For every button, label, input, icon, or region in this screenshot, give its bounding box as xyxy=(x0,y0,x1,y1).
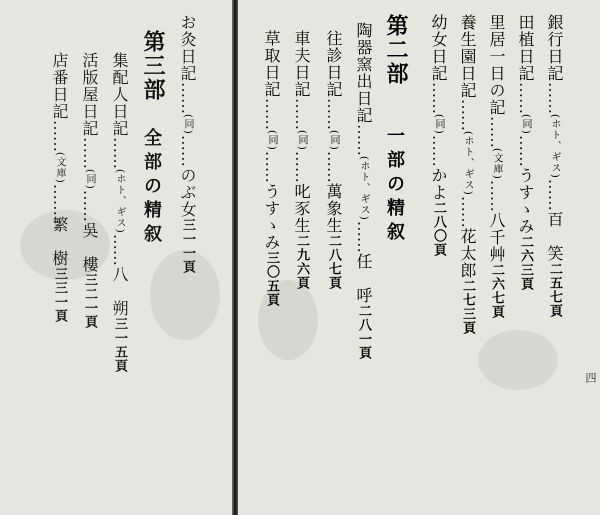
part3-subheading: 全部の精叙 xyxy=(141,128,162,248)
part2-subheading: 一部の精叙 xyxy=(384,126,405,246)
toc-entry: 銀行日記……(ホト、ギス)……百 笑二五七頁 xyxy=(545,14,564,318)
toc-entry: お灸日記……(同)……のぶ女三一一頁 xyxy=(178,14,197,274)
toc-entry: 幼女日記……(同)……かよ二八〇頁 xyxy=(429,14,448,257)
part3-heading: 第三部 xyxy=(140,30,166,102)
toc-entry: 往診日記……(同)……萬象生二八七頁 xyxy=(324,30,343,290)
toc-entry: 店番日記……(文庫)……繁 樹三三一頁 xyxy=(50,52,69,323)
toc-entry: 陶器窯出日記……(ホト、ギス)……任 呼二八一頁 xyxy=(354,22,373,360)
toc-entry: 里居一日の記……(文庫)……八千艸二六七頁 xyxy=(487,14,506,319)
toc-entry: 活版屋日記……(同)……吳 樓三二一頁 xyxy=(80,52,99,329)
toc-entry: 養生園日記……(ホト、ギス)……花太郎二七三頁 xyxy=(458,14,477,335)
page-number: 四 xyxy=(584,372,597,383)
part2-heading: 第二部 xyxy=(383,14,409,86)
toc-entry: 田植日記……(同)……うすゝみ二六三頁 xyxy=(516,14,535,291)
toc-entry: 草取日記……(同)……うすゝみ三〇五頁 xyxy=(262,30,281,307)
left-page xyxy=(0,0,233,515)
toc-entry: 車夫日記……(同)……叱豕生二九六頁 xyxy=(292,30,311,290)
toc-entry: 集配人日記……(ホト、ギス)……八 朔三一五頁 xyxy=(110,52,129,373)
